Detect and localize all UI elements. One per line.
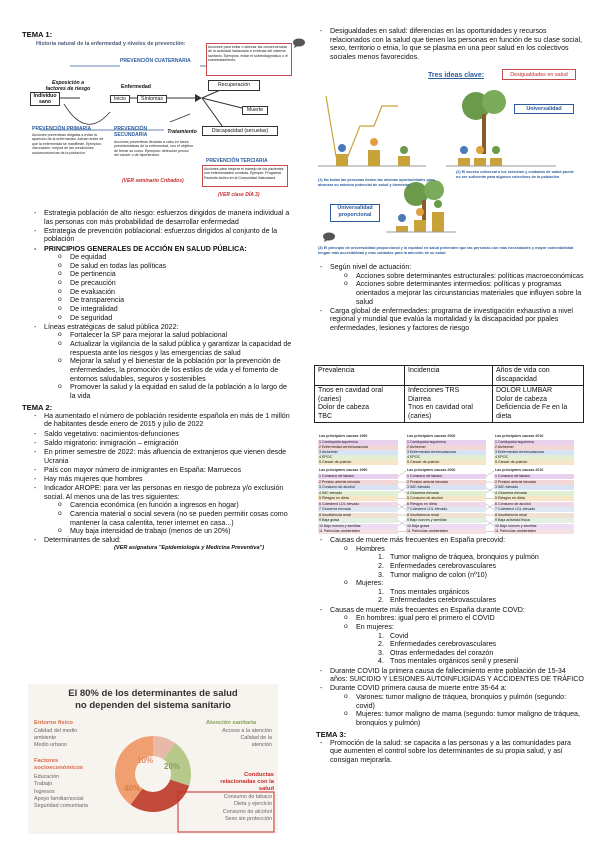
cause-cell: 5 Cáncer de pulmón [494, 460, 574, 465]
cause-cell: 1 Cardiopatía isquémica [494, 440, 574, 445]
covid-hombres: o En hombres: igual pero el primero el COVID [342, 614, 584, 623]
desig-label: Desigualdades en salud [502, 69, 576, 80]
covid-3564-item: o Varones: tumor maligno de tráquea, bronquios y pulmón (segundo: covid) [342, 693, 584, 710]
hombres-list [378, 553, 584, 579]
covid-mujeres-label: o En mujeres: 1. Covid 2. Enfermedades cerebrovasculares 3. Otras enfermedades del corazón 4. Tnos mentales orgánicos senil y presenil [342, 623, 584, 666]
ver-asignatura: (VER asignatura "Epidemiología y Medicina Preventiva") [114, 545, 265, 552]
risk-cell: 2 Presión arterial elevada [318, 480, 398, 485]
mujeres-label: o Mujeres: 1. Tnos mentales orgánicos 2. Enfermedades cerebrovasculares [342, 579, 584, 605]
cause-cell: 5 Cáncer de pulmón [318, 460, 398, 465]
covid-3564-item: o Mujeres: tumor maligno de mama (segundo: tumor maligno de tráquea, bronquios y pulmón) [342, 710, 584, 727]
socio-items: Educación Trabajo Ingresos Apoyo familiar/social Seguridad comunitaria [34, 774, 88, 810]
cell: Infecciones TRS Diarrea Tnos en cavidad oral (caries) [405, 386, 493, 423]
tema2-item: - Saldo vegetativo: nacimientos-defunciones [30, 430, 294, 439]
universalidad-label: Universalidad [514, 104, 574, 114]
mujeres-item: 1. Tnos mentales orgánicos [378, 587, 470, 596]
tema2-item: - Indicador AROPE: para ver las personas en riesgo de pobreza y/o exclusión social. Al menos una de las tres siguientes: o Carencia económica (en función a ingresos en hogar) o Carencia material o social severa (no se pueden permitir cosas como mantener la casa calentita, tener internet en casa...) o Muy baja intensidad de trabajo (menos de un 20%) [30, 484, 294, 536]
risk-cell: 10 Bajo nueces y semillas [494, 524, 574, 529]
right-text-2 [316, 536, 584, 765]
socio-title: Factores socioeconómicos [34, 758, 83, 772]
lineas-title: - Líneas estratégicas de salud pública 2022: o Fortalecer la SP para mejorar la salud poblacional o Actualizar la vigilancia de la salud pública y garantizar la capacidad de respuesta ante los riesgos y las emergencias de salud o Mejorar la salud y el bienestar de la población por la prevención de enfermedades, la promoción de los estilos de vida y el fomento de entornos saludables, seguros y sostenibles o Promover la salud y la equidad en salud de la población a lo largo de la vida [30, 323, 294, 401]
covid-block [342, 614, 584, 666]
principios-list [56, 253, 294, 322]
pct-10: 10% [137, 756, 154, 765]
cause-cell: 4 EPOC [494, 455, 574, 460]
determinantes-figure [28, 684, 278, 834]
cell: DOLOR LUMBAR Dolor de cabeza Deficiencia de Fe en la dieta [493, 386, 584, 423]
risk-cell: 3 Consumo de alcohol [318, 485, 398, 490]
cause-cell: 3 Enfermedad cerebrovascular [494, 450, 574, 455]
conductas-title: Conductas relacionadas con la salud [220, 772, 274, 793]
cap1: (1) No todas las personas tienen las mismas oportunidades para alcanzar su máximo potencial de salud y bienestar [318, 178, 435, 187]
cell: Tnos en cavidad oral (caries) Dolor de cabeza TBC [315, 386, 405, 423]
covid-item: - Durante COVID primera causa de muerte entre 35-64 a: o Varones: tumor maligno de tráquea, bronquios y pulmón (segundo: covid) o Mujeres: tumor maligno de mama (segundo: tumor maligno de tráquea, bronquios y pulmón) [316, 684, 584, 727]
entorno-title: Entorno físico [34, 720, 73, 726]
causes-col-title: Las principales causas 2016 [495, 434, 544, 438]
comment-icon[interactable] [322, 232, 336, 242]
note-clase: (VER clase DÍA 3) [218, 192, 260, 198]
mujeres-list [378, 588, 584, 605]
hombres-item: 3. Tumor maligno de colon (nº10) [378, 570, 487, 579]
risk-cell: 5 Riesgos en dieta [318, 496, 398, 501]
tema2-item: - Hay más mujeres que hombres [30, 475, 294, 484]
causes-col-title: Las principales causas 1990 [319, 434, 368, 438]
determinantes-label: - Determinantes de salud: [30, 536, 294, 545]
prev-primaria-text: Acciones preventivas dirigidas a evitar la aparición de la enfermedad. Actúan antes de que la enfermedad se manifieste. Ejemplos: vacunación, mejora de las condiciones socioeconómicas de la población. [32, 133, 104, 155]
principio-item: o De precaución [56, 279, 294, 288]
mujeres-item: 2. Enfermedades cerebrovasculares [378, 596, 497, 605]
tema1-item: - Estrategia de prevención poblacional: esfuerzos dirigidos al conjunto de la población [30, 227, 294, 244]
covid-mujeres-item: 4. Tnos mentales orgánicos senil y presenil [378, 657, 519, 666]
prev-terciaria: PREVENCIÓN TERCIARIA [206, 158, 268, 164]
atencion-items: Acceso a la atención Calidad de la atención [222, 728, 272, 749]
risk-cell: 7 Colesterol LDL elevado [494, 507, 574, 512]
risk-cell: 6 Riesgos en dieta [406, 502, 486, 507]
det-title-2: no dependen del sistema sanitario [75, 700, 231, 711]
universalidad-prop-label: Universalidad proporcional [330, 204, 380, 222]
cause-cell: 5 Cáncer de pulmón [406, 460, 486, 465]
hombres-item: 2. Enfermedades cerebrovasculares [378, 561, 497, 570]
risk-cell: 7 Colesterol LDL elevado [406, 507, 486, 512]
risk-col-title: Las principales causas 2016 [495, 468, 544, 472]
arope-list [56, 501, 294, 536]
th: Incidencia [405, 366, 493, 386]
prev-secundaria: PREVENCIÓN SECUNDARIA [114, 126, 148, 139]
prev-terciaria-text: Acciones para mejorar el manejo de los pacientes con enfermedades crónicas. Ejemplo: Programa Paciente Activo en la Comunidad Valenciana [202, 165, 288, 187]
pct-20: 20% [164, 762, 181, 771]
hombres-block [342, 545, 584, 605]
th: Años de vida con discapacidad [493, 366, 584, 386]
causes-col-title: Las principales causas 2006 [407, 434, 456, 438]
covid-mujeres-item: 3. Otras enfermedades del corazón [378, 648, 494, 657]
atencion-title: Atención sanitaria [206, 720, 257, 726]
muerte-box: Muerte [242, 106, 268, 115]
conductas-items: Consumo de tabaco Dieta y ejercicio Consumo de alcohol Sexo sin protección [222, 794, 272, 822]
comment-icon[interactable] [292, 38, 306, 48]
hombres-item: 1. Tumor maligno de tráquea, bronquios y pulmón [378, 553, 539, 562]
cause-cell: 3 Enfermedad cerebrovascular [406, 450, 486, 455]
risk-cell: 1 Consumo de tabaco [494, 474, 574, 479]
top-note: Acciones para evitar o atenuar las consecuencias de la actividad instaurada a mínimas del sistema sanitario. Ejemplos: evitar el sobrediagnóstico o el sobretratamiento. [206, 43, 292, 76]
covid-mujeres-list [378, 632, 584, 667]
pct-40: 40% [124, 784, 141, 793]
linea-item: o Promover la salud y la equidad en salud de la población a lo largo de la vida [56, 383, 294, 400]
det-title-1: El 80% de los determinantes de salud [68, 688, 238, 699]
nivel-item: o Acciones sobre determinantes intermedios: políticas y programas orientados a mejorar las circunstancias materiales que influyen sobre la salud [342, 280, 584, 306]
risk-cell: 8 Insuficiencia renal [318, 513, 398, 518]
arope-item: o Carencia económica (en función a ingresos en hogar) [56, 501, 294, 510]
cause-cell: 2 Enfermedad cerebrovascular [318, 445, 398, 450]
risk-cell: 9 Bajo nueces y semillas [406, 518, 486, 523]
principio-item: o De integralidad [56, 305, 294, 314]
carga-table [314, 365, 584, 423]
tema1-heading: TEMA 1: [22, 30, 53, 39]
principio-item: o De evaluación [56, 288, 294, 297]
discapacidad-box: Discapacidad (secuelas) [202, 126, 278, 136]
risk-col-title: Las principales causas 1990 [319, 468, 368, 472]
risk-cell: 6 Consumo de alcohol [494, 502, 574, 507]
figure-title: Historia natural de la enfermedad y niveles de prevención: [36, 41, 186, 47]
nivel-actuacion: - Según nivel de actuación: o Acciones sobre determinantes estructurales: políticas macroeconómicas o Acciones sobre determinantes intermedios: políticas y programas orientados a mejorar las circunstancias materiales que influyen sobre la salud [316, 263, 584, 306]
risk-cell: 1 Consumo de tabaco [318, 474, 398, 479]
causes-figure [314, 434, 580, 536]
tema2-heading: TEMA 2: [22, 402, 53, 412]
note-cribados: (VER seminario Cribados) [122, 178, 184, 184]
rank-connector [398, 471, 406, 477]
risk-cell: 1 Consumo de tabaco [406, 474, 486, 479]
ideas-figure [316, 66, 578, 260]
risk-cell: 2 Presión arterial elevada [494, 480, 574, 485]
arope-item: o Carencia material o social severa (no se pueden permitir cosas como mantener la casa calentita, tener internet en casa...) [56, 510, 294, 527]
sintomas-box: Síntomas [137, 95, 167, 103]
individuo-box: Individuo sano [30, 92, 60, 106]
tema2-item: - Saldo migratorio: inmigración – emigración [30, 439, 294, 448]
ideas-title: Tres ideas clave: [428, 72, 485, 79]
risk-cell: 9 Baja grasa [318, 518, 398, 523]
inicio-box: Inicio [110, 95, 130, 103]
risk-cell: 5 Riesgos en dieta [494, 496, 574, 501]
risk-cell: 8 Insuficiencia renal [406, 513, 486, 518]
hombres-label: o Hombres 1. Tumor maligno de tráquea, bronquios y pulmón 2. Enfermedades cerebrovasculares 3. Tumor maligno de colon (nº10) [342, 545, 584, 580]
risk-cell: 4 Glucemia elevada [406, 491, 486, 496]
tema3-item: - Promoción de la salud: se capacita a las personas y a las comunidades para que aumenten el control sobre los determinantes de su propia salud, y así consigan mejorarla. [316, 739, 584, 765]
nivel-item: o Acciones sobre determinantes estructurales: políticas macroeconómicas [342, 272, 584, 281]
entorno-items: Calidad del medio ambiente Medio urbano [34, 728, 78, 749]
tema2-item: - País con mayor número de inmigrantes en España: Marruecos [30, 466, 294, 475]
prev-secundaria-text: Acciones preventivas llevadas a cabo en fases presintomáticas de la enfermedad, con el objetivo de frenar su curso. Ejemplos: detección precoz del cáncer o de hipertensión. [114, 140, 194, 158]
risk-cell: 6 Colesterol LDL elevado [318, 502, 398, 507]
cause-cell: 4 EPOC [318, 455, 398, 460]
principio-item: o De salud en todas las políticas [56, 262, 294, 271]
cause-cell: 4 EPOC [406, 455, 486, 460]
risk-cell: 8 Insuficiencia renal [494, 513, 574, 518]
linea-item: o Fortalecer la SP para mejorar la salud poblacional [56, 331, 294, 340]
pct-30: 30% [164, 788, 181, 797]
risk-cell: 3 IMC elevado [406, 485, 486, 490]
principio-item: o De transparencia [56, 296, 294, 305]
exposicion-box: Exposición a factores de riesgo [45, 76, 91, 96]
cap2: (2) El acceso universal a los servicios y cuidados de salud puede no ser suficiente para algunos colectivos de la población [456, 170, 574, 179]
tema1-item: - Estrategia población de alto riesgo: esfuerzos dirigidos de manera individual a las personas con más probabilidad de desarrollar enfermedad [30, 209, 294, 226]
recuperacion-box: Recuperación [208, 80, 260, 91]
cause-cell: 1 Cardiopatía isquémica [318, 440, 398, 445]
risk-cell: 5 Consumo de alcohol [406, 496, 486, 501]
th: Prevalencia [315, 366, 405, 386]
tema3-heading: TEMA 3: [316, 729, 347, 739]
linea-item: o Mejorar la salud y el bienestar de la población por la prevención de enfermedades, la promoción de los estilos de vida y el fomento de entornos saludables, seguros y sostenibles [56, 357, 294, 383]
arope-item: o Muy baja intensidad de trabajo (menos de un 20%) [56, 527, 294, 536]
desigualdades: - Desigualdades en salud: diferencias en las oportunidades y recursos relacionados con la salud que tienen las personas en función de su clase social, sexo, territorio o etnia, lo que se plasma en una peor salud en los colectivos sociales menos favorecidos. [316, 27, 584, 62]
causas-covid: - Causas de muerte más frecuentes en España durante COVD: o En hombres: igual pero el primero el COVID o En mujeres: 1. Covid 2. Enfermedades cerebrovasculares 3. Otras enfermedades del corazón 4. Tnos mentales orgánicos senil y presenil [316, 606, 584, 666]
risk-cell: 10 Baja grasa [406, 524, 486, 529]
enfermedad-label: Enfermedad [108, 82, 164, 92]
causas-precovid: - Causas de muerte más frecuentes en España precovid: o Hombres 1. Tumor maligno de tráquea, bronquios y pulmón 2. Enfermedades cerebrovasculares 3. Tumor maligno de colon (nº10) o Mujeres: 1. Tnos mentales orgánicos 2. Enfermedades cerebrovasculares [316, 536, 584, 605]
cap3: (3) El principio de universalidad proporcional y la equidad en salud pretenden que las personas con más necesidades y mayor vulnerabilidad tengan más accesibilidad y más cuidados para la atención de su salud [318, 246, 574, 255]
risk-cell: 3 IMC elevado [494, 485, 574, 490]
carga-global: - Carga global de enfermedades: programa de investigación exhaustivo a nivel regional y mundial que evalúa la mortalidad y la discapacidad por ppales enfermedades, lesiones y factores de riesgo [316, 307, 584, 333]
risk-cell: 11 Partículas ambientales [406, 529, 486, 534]
risk-cell: 4 Glucemia elevada [494, 491, 574, 496]
tema2-item: - En primer semestre de 2022: más afluencia de extranjeros que vienen desde Ucrania [30, 448, 294, 465]
historia-natural-figure [30, 40, 292, 206]
principios-title: - PRINCIPIOS GENERALES DE ACCIÓN EN SALUD PÚBLICA: o De equidad o De salud en todas las políticas o De pertinencia o De precaución o De evaluación o De transparencia o De integralidad o De seguridad [30, 245, 294, 323]
principio-item: o De equidad [56, 253, 294, 262]
rank-connector [486, 471, 494, 477]
principio-item: o De pertinencia [56, 270, 294, 279]
risk-cell: 2 Presión arterial elevada [406, 480, 486, 485]
principio-item: o De seguridad [56, 314, 294, 323]
risk-cell: 11 Partículas ambientales [318, 529, 398, 534]
rank-connectors [314, 434, 580, 536]
tema2-item: - Ha aumentado el número de población residente española en más de 1 millón de habitantes desde enero de 2015 y julio de 2022 [30, 412, 294, 429]
cause-cell: 3 Alzheimer [318, 450, 398, 455]
nivel-list [342, 272, 584, 307]
risk-cell: 4 IMC elevado [318, 491, 398, 496]
desigualdades-block [316, 27, 584, 62]
cause-cell: 1 Cardiopatía isquémica [406, 440, 486, 445]
lineas-list [56, 331, 294, 400]
risk-col-title: Las principales causas 2006 [407, 468, 456, 472]
risk-cell: 10 Bajo nueces y semillas [318, 524, 398, 529]
left-text [22, 209, 294, 552]
covid-mujeres-item: 1. Covid [378, 631, 409, 640]
prev-cuaternaria: PREVENCIÓN CUATERNARIA [120, 58, 191, 64]
risk-cell: 7 Glucemia elevada [318, 507, 398, 512]
ideas-illustrations [316, 66, 578, 260]
tratamiento-label: Tratamiento [164, 128, 200, 136]
risk-cell: 9 Baja actividad física [494, 518, 574, 523]
right-text-1 [316, 263, 584, 333]
cause-cell: 2 Alzheimer [494, 445, 574, 450]
covid-item: - Durante COVID la primera causa de fallecimiento entre población de 15-34 años: SUICIDIO Y LESIONES AUTOINFLIGIDAS Y ACCIDENTES DE TRÁFICO [316, 667, 584, 684]
linea-item: o Actualizar la vigilancia de la salud pública y garantizar la capacidad de respuesta ante los riesgos y las emergencias de salud [56, 340, 294, 357]
risk-cell: 11 Partículas ambientales [494, 529, 574, 534]
covid-3564-list [342, 693, 584, 728]
cause-cell: 2 Alzheimer [406, 445, 486, 450]
prev-primaria: PREVENCIÓN PRIMARIA [32, 126, 92, 132]
covid-mujeres-item: 2. Enfermedades cerebrovasculares [378, 640, 497, 649]
